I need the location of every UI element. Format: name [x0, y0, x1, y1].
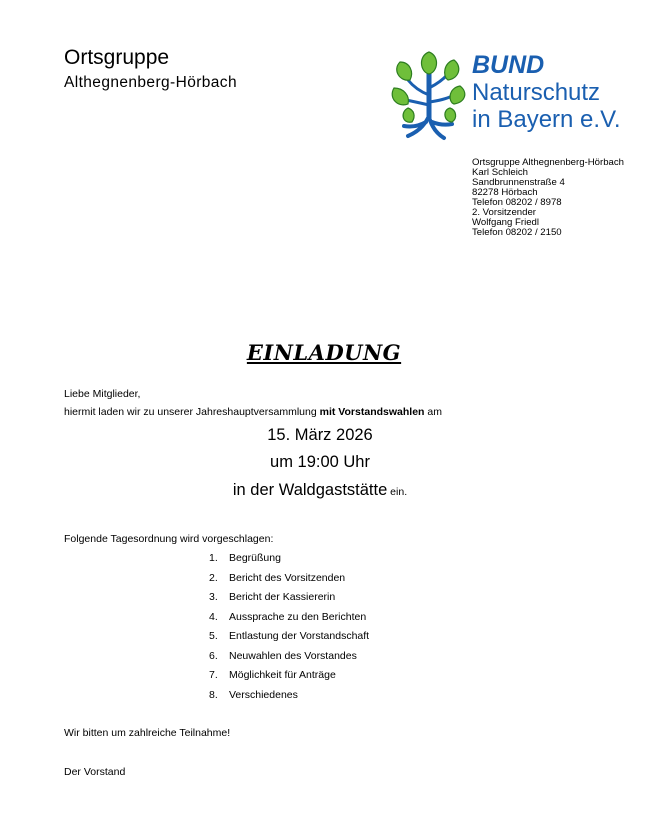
contact-line: Wolfgang Friedl — [472, 217, 540, 228]
intro-text: hiermit laden wir zu unserer Jahreshauptversammlung — [64, 406, 320, 418]
agenda-intro: Folgende Tagesordnung wird vorgeschlagen: — [64, 533, 274, 545]
intro-paragraph — [64, 406, 442, 418]
contact-line: 2. Vorsitzender — [472, 207, 536, 218]
agenda-item-number: 7. — [209, 669, 218, 681]
agenda-item-number: 1. — [209, 552, 218, 564]
agenda-item-text: Entlastung der Vorstandschaft — [229, 630, 370, 642]
contact-line: Ortsgruppe Althegnenberg-Hörbach — [472, 157, 624, 168]
agenda-item — [209, 630, 369, 650]
agenda-item — [209, 552, 369, 572]
agenda-item-text: Bericht des Vorsitzenden — [229, 571, 346, 584]
event-date: 15. März 2026 — [267, 426, 373, 444]
logo-line-2: Naturschutz — [472, 79, 601, 106]
agenda-item-text: Aussprache zu den Berichten — [229, 610, 367, 623]
agenda-item-text: Verschiedenes — [229, 688, 298, 701]
agenda-item-number: 5. — [209, 630, 218, 642]
closing-line: Wir bitten um zahlreiche Teilnahme! — [64, 727, 231, 739]
agenda-item — [209, 572, 369, 592]
agenda-item — [209, 611, 369, 631]
greeting: Liebe Mitglieder, — [64, 388, 141, 400]
agenda-item-number: 6. — [209, 649, 218, 662]
agenda-item — [209, 591, 369, 611]
contact-line: Telefon 08202 / 2150 — [472, 227, 562, 238]
org-subtitle: Althegnenberg-Hörbach — [64, 74, 237, 91]
contact-line: 82278 Hörbach — [472, 187, 538, 198]
contact-line: Sandbrunnenstraße 4 — [472, 177, 565, 188]
agenda-item-number: 3. — [209, 591, 218, 603]
contact-block — [472, 158, 624, 238]
bund-logo-text — [472, 52, 621, 133]
signature: Der Vorstand — [64, 766, 126, 778]
agenda-item-number: 2. — [209, 571, 218, 584]
event-place-suffix: ein. — [387, 486, 408, 498]
logo-line-3: in Bayern e.V. — [472, 106, 621, 133]
event-time: um 19:00 Uhr — [270, 453, 370, 471]
agenda-item-number: 8. — [209, 688, 218, 701]
intro-text-end: am — [424, 406, 442, 418]
agenda-item — [209, 650, 369, 670]
agenda-item-text: Neuwahlen des Vorstandes — [229, 649, 357, 662]
agenda-list — [209, 552, 369, 708]
logo-line-1: BUND — [472, 51, 545, 79]
org-title: Ortsgruppe — [64, 46, 170, 69]
event-place — [0, 481, 640, 500]
intro-bold-text: mit Vorstandswahlen — [319, 406, 425, 418]
contact-line: Telefon 08202 / 8978 — [472, 197, 562, 208]
contact-line: Karl Schleich — [472, 167, 528, 178]
agenda-item — [209, 669, 369, 689]
agenda-item-text: Möglichkeit für Anträge — [229, 669, 336, 681]
letter-heading: EINLADUNG — [246, 340, 402, 365]
event-place-text: in der Waldgaststätte — [232, 481, 388, 499]
agenda-item-number: 4. — [209, 610, 218, 623]
agenda-item-text: Begrüßung — [229, 552, 281, 564]
agenda-item-text: Bericht der Kassiererin — [229, 591, 336, 603]
agenda-item — [209, 689, 369, 709]
